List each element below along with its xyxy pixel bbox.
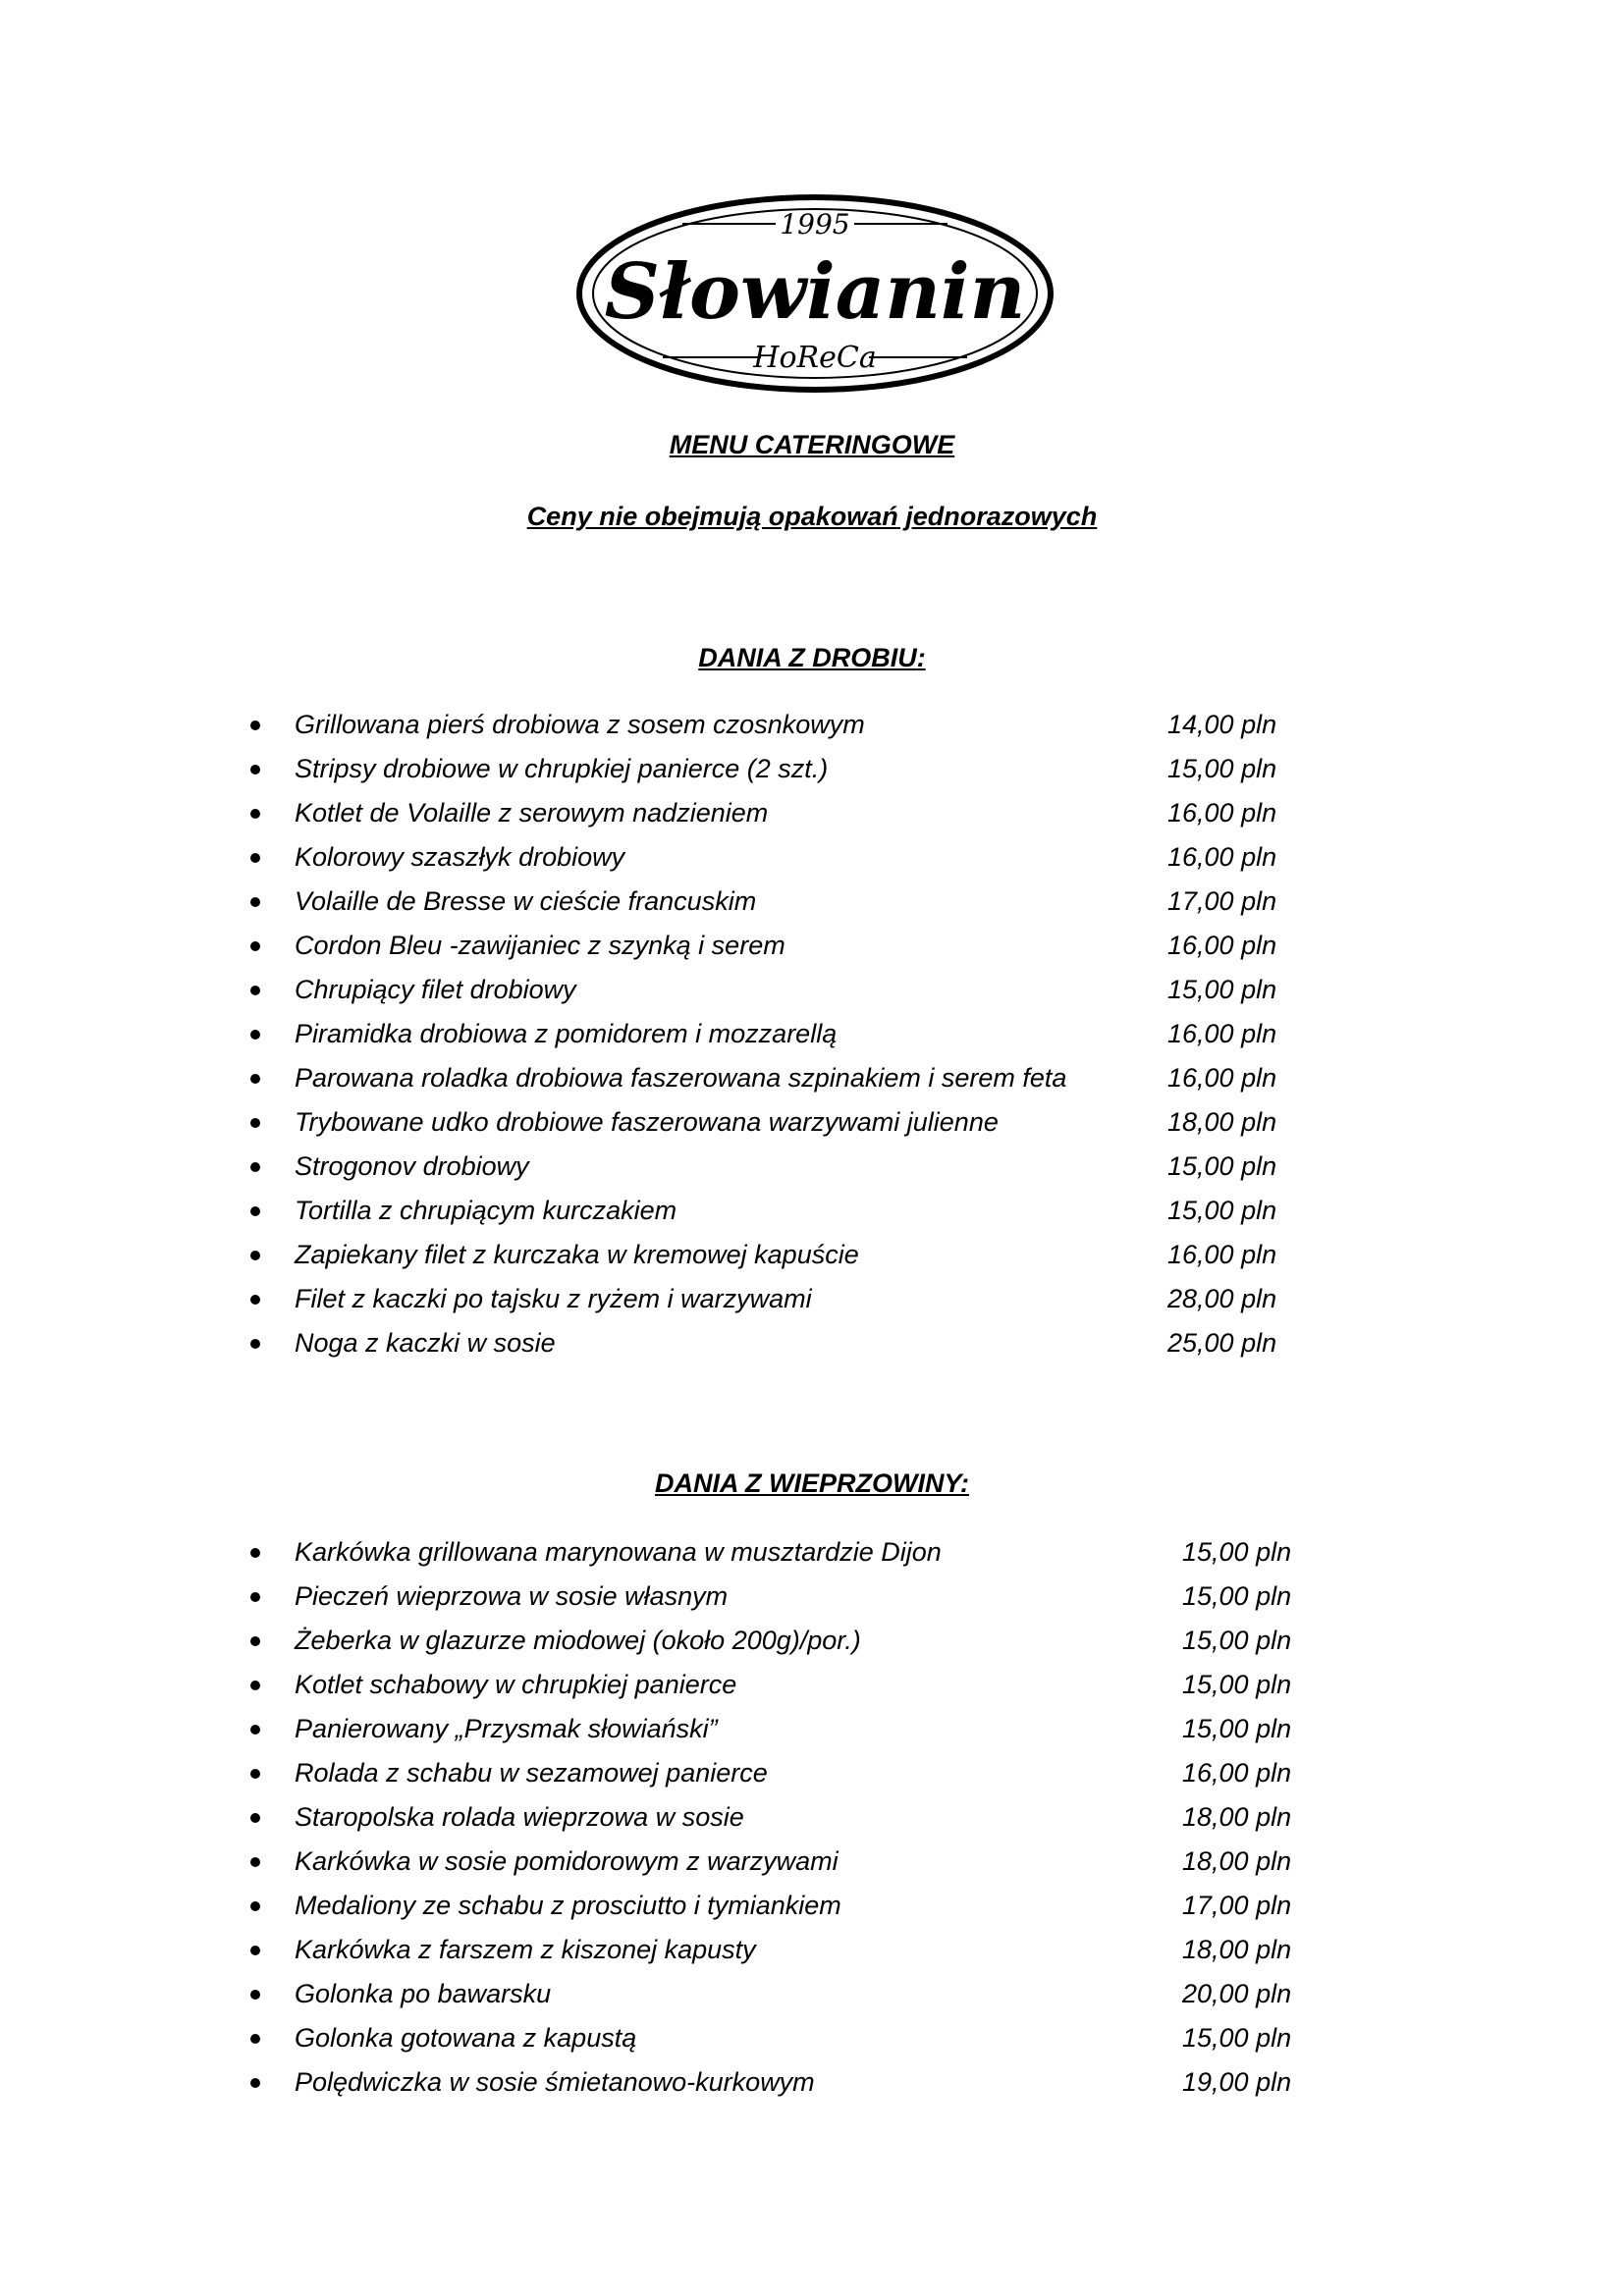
bullet-icon bbox=[250, 1295, 260, 1305]
menu-item bbox=[0, 1104, 1624, 1148]
menu-item bbox=[0, 1711, 1624, 1755]
menu-item-name: Polędwiczka w sosie śmietanowo-kurkowym bbox=[295, 2067, 815, 2097]
menu-item-name: Panierowany „Przysmak słowiański” bbox=[295, 1714, 718, 1743]
menu-item-name: Chrupiący filet drobiowy bbox=[295, 975, 576, 1004]
menu-item-name: Medaliony ze schabu z prosciutto i tymiankiem bbox=[295, 1891, 841, 1920]
bullet-icon bbox=[250, 1769, 260, 1779]
menu-item-name: Golonka po bawarsku bbox=[295, 1979, 552, 2008]
menu-item-name: Parowana roladka drobiowa faszerowana szpinakiem i serem feta bbox=[295, 1063, 1067, 1093]
bullet-icon bbox=[250, 1636, 260, 1646]
menu-item bbox=[0, 1799, 1624, 1843]
menu-item-name: Golonka gotowana z kapustą bbox=[295, 2023, 637, 2053]
menu-item-price: 17,00 pln bbox=[1167, 886, 1277, 916]
bullet-icon bbox=[250, 1946, 260, 1955]
menu-item-price: 16,00 pln bbox=[1167, 931, 1277, 960]
menu-item bbox=[0, 1060, 1624, 1104]
menu-item-price: 16,00 pln bbox=[1167, 1063, 1277, 1093]
menu-item bbox=[0, 2020, 1624, 2064]
menu-item bbox=[0, 1534, 1624, 1578]
menu-item-name: Tortilla z chrupiącym kurczakiem bbox=[295, 1196, 677, 1225]
bullet-icon bbox=[250, 2034, 260, 2044]
menu-item bbox=[0, 1016, 1624, 1060]
menu-item-price: 18,00 pln bbox=[1182, 1935, 1292, 1964]
menu-item-price: 20,00 pln bbox=[1182, 1979, 1292, 2008]
menu-item bbox=[0, 1325, 1624, 1369]
menu-item-name: Piramidka drobiowa z pomidorem i mozzarellą bbox=[295, 1019, 838, 1048]
menu-item-price: 15,00 pln bbox=[1182, 2023, 1292, 2053]
bullet-icon bbox=[250, 1681, 260, 1690]
menu-item-name: Staropolska rolada wieprzowa w sosie bbox=[295, 1802, 744, 1832]
menu-subtitle: Ceny nie obejmują opakowań jednorazowych bbox=[526, 502, 1098, 531]
menu-item-price: 16,00 pln bbox=[1167, 1240, 1277, 1269]
bullet-icon bbox=[250, 897, 260, 907]
menu-item bbox=[0, 839, 1624, 883]
menu-item-price: 18,00 pln bbox=[1182, 1846, 1292, 1876]
menu-item-price: 18,00 pln bbox=[1182, 1802, 1292, 1832]
bullet-icon bbox=[250, 1162, 260, 1172]
pork-dishes-list bbox=[0, 1534, 1624, 2109]
bullet-icon bbox=[250, 1206, 260, 1216]
section-heading-poultry: DANIA Z DROBIU: bbox=[698, 643, 926, 672]
menu-item bbox=[0, 707, 1624, 751]
menu-item-name: Kotlet de Volaille z serowym nadzieniem bbox=[295, 798, 769, 828]
menu-item bbox=[0, 795, 1624, 839]
menu-item-price: 19,00 pln bbox=[1182, 2067, 1292, 2097]
menu-item-price: 15,00 pln bbox=[1182, 1581, 1292, 1611]
menu-item-price: 16,00 pln bbox=[1182, 1758, 1292, 1788]
menu-item-price: 15,00 pln bbox=[1182, 1670, 1292, 1699]
menu-item-name: Volaille de Bresse w cieście francuskim bbox=[295, 886, 757, 916]
menu-item bbox=[0, 2064, 1624, 2109]
menu-item-name: Żeberka w glazurze miodowej (około 200g)/por.) bbox=[295, 1626, 861, 1655]
menu-item-name: Stripsy drobiowe w chrupkiej panierce (2 szt.) bbox=[295, 754, 829, 783]
menu-item-name: Noga z kaczki w sosie bbox=[295, 1328, 556, 1358]
bullet-icon bbox=[250, 853, 260, 863]
menu-item-price: 15,00 pln bbox=[1182, 1537, 1292, 1567]
menu-item bbox=[0, 1281, 1624, 1325]
menu-item bbox=[0, 1193, 1624, 1237]
menu-item bbox=[0, 1932, 1624, 1976]
bullet-icon bbox=[250, 809, 260, 819]
menu-item-price: 17,00 pln bbox=[1182, 1891, 1292, 1920]
menu-item-name: Kotlet schabowy w chrupkiej panierce bbox=[295, 1670, 737, 1699]
menu-item-name: Kolorowy szaszłyk drobiowy bbox=[295, 842, 625, 872]
bullet-icon bbox=[250, 1901, 260, 1911]
bullet-icon bbox=[250, 1030, 260, 1040]
bullet-icon bbox=[250, 1857, 260, 1867]
menu-item-name: Trybowane udko drobiowe faszerowana warzywami julienne bbox=[295, 1107, 999, 1137]
menu-item-name: Pieczeń wieprzowa w sosie własnym bbox=[295, 1581, 729, 1611]
menu-item-name: Filet z kaczki po tajsku z ryżem i warzywami bbox=[295, 1284, 812, 1313]
menu-item-price: 15,00 pln bbox=[1182, 1714, 1292, 1743]
bullet-icon bbox=[250, 1251, 260, 1260]
menu-item-name: Cordon Bleu -zawijaniec z szynką i serem bbox=[295, 931, 785, 960]
menu-item-price: 15,00 pln bbox=[1167, 975, 1277, 1004]
slowianin-logo bbox=[574, 192, 1056, 395]
menu-item bbox=[0, 972, 1624, 1016]
bullet-icon bbox=[250, 1548, 260, 1558]
menu-item-name: Karkówka grillowana marynowana w musztardzie Dijon bbox=[295, 1537, 942, 1567]
menu-item bbox=[0, 1843, 1624, 1888]
menu-item bbox=[0, 1148, 1624, 1193]
menu-item-price: 28,00 pln bbox=[1167, 1284, 1277, 1313]
bullet-icon bbox=[250, 721, 260, 730]
menu-item-price: 15,00 pln bbox=[1167, 1196, 1277, 1225]
menu-item-name: Karkówka w sosie pomidorowym z warzywami bbox=[295, 1846, 839, 1876]
menu-item bbox=[0, 1755, 1624, 1799]
svg-text:Słowianin: Słowianin bbox=[604, 247, 1026, 337]
menu-item bbox=[0, 1667, 1624, 1711]
menu-title: MENU CATERINGOWE bbox=[669, 430, 955, 459]
menu-item bbox=[0, 1976, 1624, 2020]
bullet-icon bbox=[250, 765, 260, 774]
bullet-icon bbox=[250, 1118, 260, 1128]
bullet-icon bbox=[250, 1592, 260, 1602]
section-heading-pork: DANIA Z WIEPRZOWINY: bbox=[655, 1468, 969, 1498]
menu-item-price: 16,00 pln bbox=[1167, 798, 1277, 828]
menu-item bbox=[0, 883, 1624, 928]
menu-item-name: Rolada z schabu w sezamowej panierce bbox=[295, 1758, 768, 1788]
menu-item-price: 15,00 pln bbox=[1167, 1151, 1277, 1181]
menu-item-price: 15,00 pln bbox=[1167, 754, 1277, 783]
menu-item-price: 16,00 pln bbox=[1167, 1019, 1277, 1048]
menu-item-price: 25,00 pln bbox=[1167, 1328, 1277, 1358]
menu-item-price: 18,00 pln bbox=[1167, 1107, 1277, 1137]
bullet-icon bbox=[250, 1813, 260, 1823]
svg-text:HoReCa: HoReCa bbox=[753, 341, 877, 375]
menu-item-price: 14,00 pln bbox=[1167, 710, 1277, 739]
bullet-icon bbox=[250, 986, 260, 995]
menu-item bbox=[0, 1578, 1624, 1623]
menu-item-name: Zapiekany filet z kurczaka w kremowej kapuście bbox=[295, 1240, 859, 1269]
bullet-icon bbox=[250, 941, 260, 951]
menu-item-name: Strogonov drobiowy bbox=[295, 1151, 529, 1181]
menu-item bbox=[0, 928, 1624, 972]
bullet-icon bbox=[250, 2078, 260, 2088]
menu-item-price: 15,00 pln bbox=[1182, 1626, 1292, 1655]
svg-text:1995: 1995 bbox=[780, 208, 850, 240]
menu-item bbox=[0, 1623, 1624, 1667]
menu-item bbox=[0, 1888, 1624, 1932]
bullet-icon bbox=[250, 1339, 260, 1349]
bullet-icon bbox=[250, 1074, 260, 1084]
bullet-icon bbox=[250, 1725, 260, 1735]
bullet-icon bbox=[250, 1990, 260, 2000]
menu-item-name: Grillowana pierś drobiowa z sosem czosnkowym bbox=[295, 710, 865, 739]
poultry-dishes-list bbox=[0, 707, 1624, 1369]
menu-item-price: 16,00 pln bbox=[1167, 842, 1277, 872]
menu-item bbox=[0, 1237, 1624, 1281]
menu-item bbox=[0, 751, 1624, 795]
menu-item-name: Karkówka z farszem z kiszonej kapusty bbox=[295, 1935, 756, 1964]
